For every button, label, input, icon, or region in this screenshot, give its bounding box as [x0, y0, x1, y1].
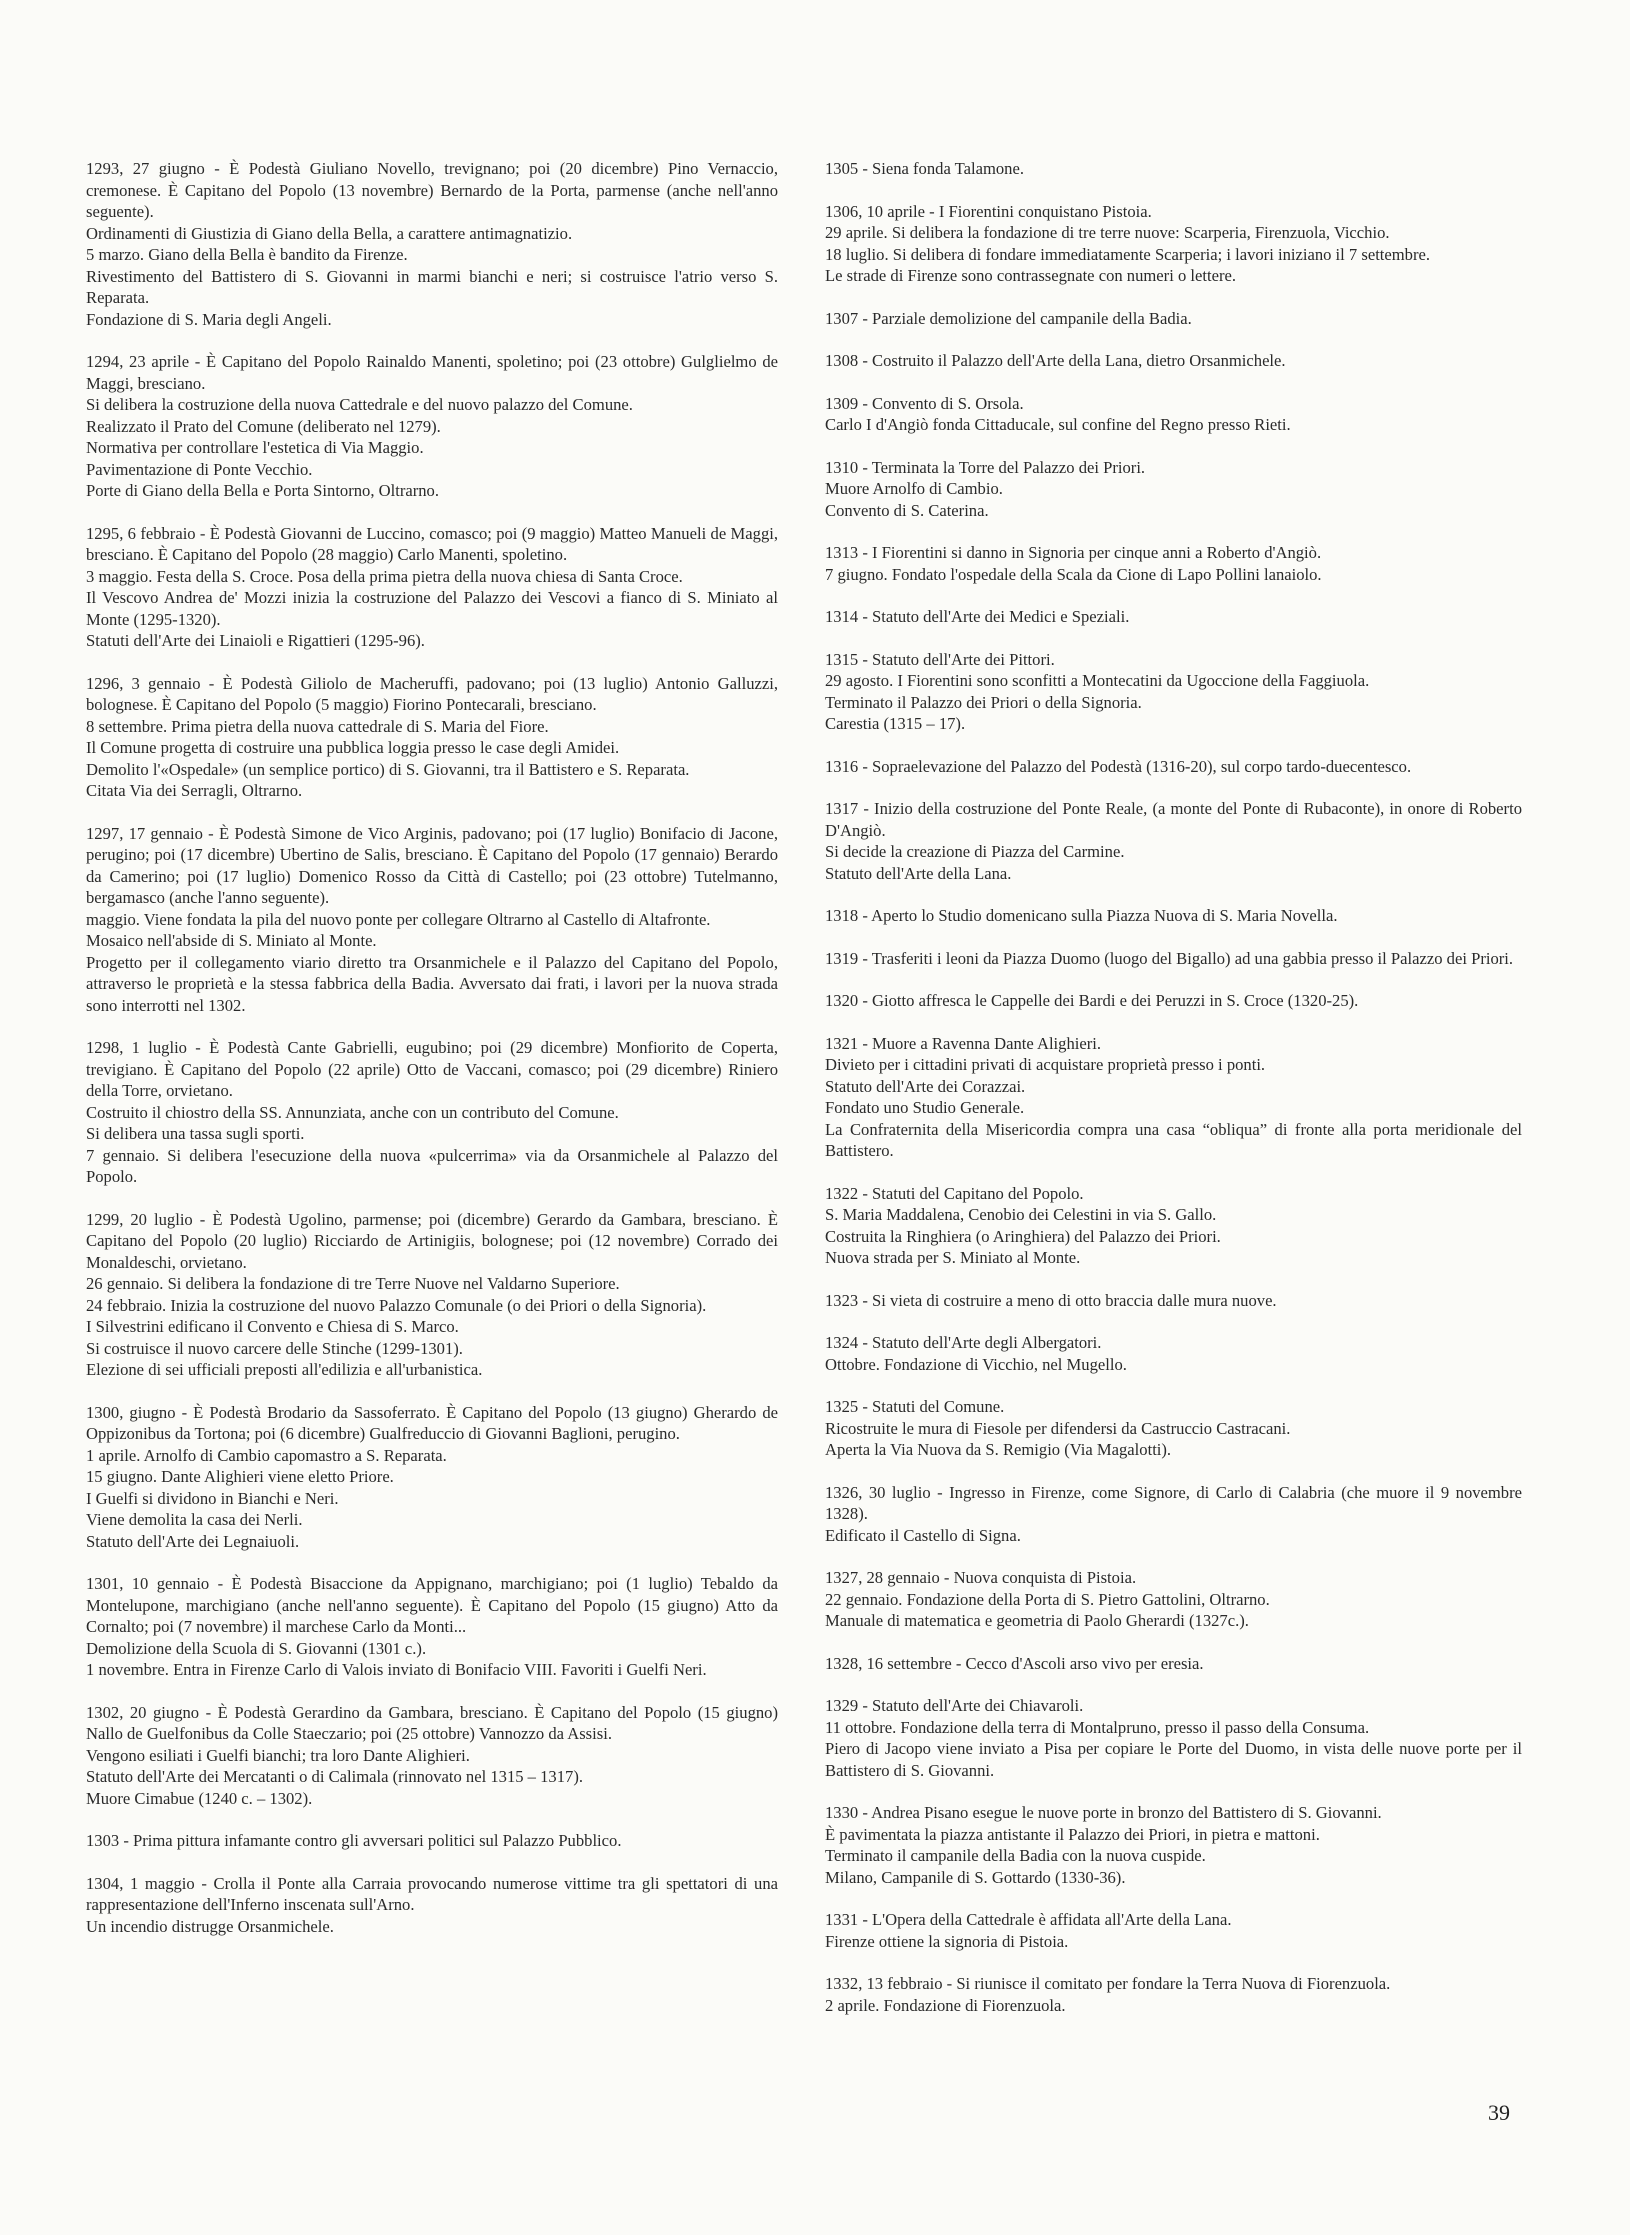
entry-line: 1295, 6 febbraio - È Podestà Giovanni de Luccino, comasco; poi (9 maggio) Matteo Manueli de Maggi, bresciano. È Capitano del Popolo (28 maggio) Carlo Manenti, spoletino. — [86, 523, 778, 564]
entry-line: Ottobre. Fondazione di Vicchio, nel Mugello. — [825, 1354, 1127, 1374]
entry-line: Terminato il Palazzo dei Priori o della Signoria. — [825, 692, 1142, 712]
chronology-entry — [825, 308, 1522, 330]
entry-line: Porte di Giano della Bella e Porta Sintorno, Oltrarno. — [86, 481, 440, 500]
entry-line: I Silvestrini edificano il Convento e Chiesa di S. Marco. — [86, 1317, 459, 1336]
entry-line: Nuova strada per S. Miniato al Monte. — [825, 1248, 1081, 1267]
chronology-entry — [825, 158, 1522, 180]
entry-line: Citata Via dei Serragli, Oltrarno. — [86, 781, 303, 800]
entry-line: 1308 - Costruito il Palazzo dell'Arte della Lana, dietro Orsanmichele. — [825, 351, 1286, 370]
entry-line: Si costruisce il nuovo carcere delle Stinche (1299-1301). — [86, 1338, 463, 1358]
entry-line: 1318 - Aperto lo Studio domenicano sulla Piazza Nuova di S. Maria Novella. — [825, 906, 1338, 925]
entry-line: Carestia (1315 – 17). — [825, 714, 966, 733]
entry-line: 1314 - Statuto dell'Arte dei Medici e Speziali. — [825, 607, 1130, 626]
entry-line: 1309 - Convento di S. Orsola. — [825, 393, 1024, 413]
chronology-entry — [825, 542, 1522, 585]
entry-line: Divieto per i cittadini privati di acquistare proprietà presso i ponti. — [825, 1055, 1266, 1074]
entry-line: Rivestimento del Battistero di S. Giovanni in marmi bianchi e neri; si costruisce l'atrio verso S. Reparata. — [86, 266, 778, 307]
entry-line: Edificato il Castello di Signa. — [825, 1525, 1021, 1545]
entry-line: Statuto dell'Arte dei Mercatanti o di Calimala (rinnovato nel 1315 – 1317). — [86, 1767, 583, 1786]
entry-line: Il Vescovo Andrea de' Mozzi inizia la costruzione del Palazzo dei Vescovi a fianco di S. Miniato al Monte (1295-1320). — [86, 588, 778, 629]
entry-line: 1299, 20 luglio - È Podestà Ugolino, parmense; poi (dicembre) Gerardo da Gambara, bresciano. È Capitano del Popolo (20 luglio) Ricciardo de Artinigiis, bolognese; poi (12 novembre) Corrado dei Monaldeschi, orvietano. — [86, 1209, 778, 1272]
chronology-entry — [825, 350, 1522, 372]
entry-line: 2 aprile. Fondazione di Fiorenzuola. — [825, 1995, 1066, 2015]
entry-line: S. Maria Maddalena, Cenobio dei Celestini in via S. Gallo. — [825, 1205, 1217, 1224]
chronology-entry — [825, 457, 1522, 522]
entry-line: 7 gennaio. Si delibera l'esecuzione della nuova «pulcerrima» via da Orsanmichele al Palazzo del Popolo. — [86, 1145, 778, 1186]
entry-line: 8 settembre. Prima pietra della nuova cattedrale di S. Maria del Fiore. — [86, 716, 549, 736]
chronology-entry — [825, 649, 1522, 735]
entry-line: Costruito il chiostro della SS. Annunziata, anche con un contributo del Comune. — [86, 1102, 619, 1122]
entry-line: 1322 - Statuti del Capitano del Popolo. — [825, 1183, 1084, 1203]
entry-line: Convento di S. Caterina. — [825, 500, 989, 520]
entry-line: 1328, 16 settembre - Cecco d'Ascoli arso vivo per eresia. — [825, 1653, 1204, 1673]
entry-line: Pavimentazione di Ponte Vecchio. — [86, 459, 313, 479]
entry-line: Fondato uno Studio Generale. — [825, 1098, 1025, 1117]
chronology-entry — [825, 756, 1522, 778]
entry-line: 3 maggio. Festa della S. Croce. Posa della prima pietra della nuova chiesa di Santa Croce. — [86, 566, 683, 586]
entry-line: 5 marzo. Giano della Bella è bandito da Firenze. — [86, 245, 408, 264]
entry-line: 29 agosto. I Fiorentini sono sconfitti a Montecatini da Ugoccione della Faggiuola. — [825, 671, 1370, 690]
entry-line: 1324 - Statuto dell'Arte degli Albergatori. — [825, 1333, 1102, 1352]
entry-line: 7 giugno. Fondato l'ospedale della Scala da Cione di Lapo Pollini lanaiolo. — [825, 564, 1322, 584]
chronology-entry — [825, 1653, 1522, 1675]
entry-line: I Guelfi si dividono in Bianchi e Neri. — [86, 1488, 339, 1508]
entry-line: Milano, Campanile di S. Gottardo (1330-36). — [825, 1867, 1126, 1887]
entry-line: Si decide la creazione di Piazza del Carmine. — [825, 842, 1125, 861]
entry-line: Ricostruite le mura di Fiesole per difendersi da Castruccio Castracani. — [825, 1418, 1291, 1438]
entry-line: 15 giugno. Dante Alighieri viene eletto Priore. — [86, 1467, 394, 1486]
chronology-entry — [825, 1290, 1522, 1312]
entry-line: Progetto per il collegamento viario diretto tra Orsanmichele e il Palazzo del Capitano del Popolo, attraverso le proprietà e la stessa fabbrica della Badia. Avversato dai frati, i lavori per la nuova strada sono interrotti nel 1302. — [86, 952, 778, 1015]
entry-line: Firenze ottiene la signoria di Pistoia. — [825, 1931, 1069, 1951]
entry-line: Carlo I d'Angiò fonda Cittaducale, sul confine del Regno presso Rieti. — [825, 415, 1291, 434]
chronology-entry — [825, 1973, 1522, 2016]
chronology-entry — [825, 606, 1522, 628]
entry-line: 1319 - Trasferiti i leoni da Piazza Duomo (luogo del Bigallo) ad una gabbia presso il Palazzo dei Priori. — [825, 948, 1514, 968]
chronology-entry — [825, 1802, 1522, 1888]
chronology-entry — [825, 1482, 1522, 1547]
chronology-entry — [825, 1033, 1522, 1162]
entry-line: Si delibera la costruzione della nuova Cattedrale e del nuovo palazzo del Comune. — [86, 395, 633, 414]
entry-line: 1297, 17 gennaio - È Podestà Simone de Vico Arginis, padovano; poi (17 luglio) Bonifacio di Jacone, perugino; poi (17 dicembre) Ubertino de Salis, bresciano. È Capitano del Popolo (17 gennaio) Berardo da Camerino; poi (17 luglio) Domenico Rosso da Città di Castello; poi (23 ottobre) Tutelmanno, bergamasco (anche l'anno seguente). — [86, 823, 778, 907]
chronology-entry — [825, 990, 1522, 1012]
entry-line: È pavimentata la piazza antistante il Palazzo dei Priori, in pietra e mattoni. — [825, 1824, 1320, 1844]
entry-line: Statuto dell'Arte della Lana. — [825, 863, 1012, 883]
entry-line: 1302, 20 giugno - È Podestà Gerardino da Gambara, bresciano. È Capitano del Popolo (15 giugno) Nallo de Guelfonibus da Colle Staeczario; poi (25 ottobre) Vannozzo da Assisi. — [86, 1702, 778, 1743]
entry-line: 1 aprile. Arnolfo di Cambio capomastro a S. Reparata. — [86, 1445, 447, 1465]
right-column — [825, 158, 1522, 2037]
entry-line: 1332, 13 febbraio - Si riunisce il comitato per fondare la Terra Nuova di Fiorenzuola. — [825, 1974, 1391, 1993]
entry-line: 1304, 1 maggio - Crolla il Ponte alla Carraia provocando numerose vittime tra gli spettatori di una rappresentazione dell'Inferno inscenata sull'Arno. — [86, 1873, 778, 1914]
entry-line: Manuale di matematica e geometria di Paolo Gherardi (1327c.). — [825, 1611, 1249, 1630]
entry-line: 1321 - Muore a Ravenna Dante Alighieri. — [825, 1033, 1102, 1053]
entry-line: 1330 - Andrea Pisano esegue le nuove porte in bronzo del Battistero di S. Giovanni. — [825, 1803, 1382, 1822]
entry-line: 18 luglio. Si delibera di fondare immediatamente Scarperia; i lavori iniziano il 7 settembre. — [825, 244, 1431, 264]
entry-line: Elezione di sei ufficiali preposti all'edilizia e all'urbanistica. — [86, 1360, 483, 1379]
entry-line: Viene demolita la casa dei Nerli. — [86, 1510, 303, 1529]
chronology-entry — [86, 1402, 778, 1553]
chronology-entry — [825, 1183, 1522, 1269]
chronology-entry — [86, 823, 778, 1017]
entry-line: 1293, 27 giugno - È Podestà Giuliano Novello, trevignano; poi (20 dicembre) Pino Vernaccio, cremonese. È Capitano del Popolo (13 novembre) Bernardo de la Porta, parmense (anche nell'anno seguente). — [86, 159, 778, 221]
entry-line: Piero di Jacopo viene inviato a Pisa per copiare le Porte del Duomo, in vista delle nuove porte per il Battistero di S. Giovanni. — [825, 1739, 1522, 1780]
chronology-entry — [86, 1037, 778, 1188]
chronology-entry — [825, 905, 1522, 927]
chronology-entry — [825, 1909, 1522, 1952]
entry-line: 1310 - Terminata la Torre del Palazzo dei Priori. — [825, 457, 1146, 477]
entry-line: 1317 - Inizio della costruzione del Ponte Reale, (a monte del Ponte di Rubaconte), in onore di Roberto D'Angiò. — [825, 799, 1522, 840]
entry-line: 1296, 3 gennaio - È Podestà Giliolo de Macheruffi, padovano; poi (13 luglio) Antonio Galluzzi, bolognese. È Capitano del Popolo (5 maggio) Fiorino Pontecarali, bresciano. — [86, 673, 778, 714]
entry-line: 1331 - L'Opera della Cattedrale è affidata all'Arte della Lana. — [825, 1910, 1232, 1929]
entry-line: 1 novembre. Entra in Firenze Carlo di Valois inviato di Bonifacio VIII. Favoriti i Guelfi Neri. — [86, 1660, 707, 1679]
entry-line: Il Comune progetta di costruire una pubblica loggia presso le case degli Amidei. — [86, 738, 620, 757]
entry-line: 1316 - Sopraelevazione del Palazzo del Podestà (1316-20), sul corpo tardo-duecentesco. — [825, 756, 1412, 776]
chronology-entry — [825, 1695, 1522, 1781]
entry-line: Aperta la Via Nuova da S. Remigio (Via Magalotti). — [825, 1440, 1172, 1459]
chronology-entry — [825, 1396, 1522, 1461]
chronology-entry — [825, 798, 1522, 884]
entry-line: 1329 - Statuto dell'Arte dei Chiavaroli. — [825, 1696, 1084, 1715]
entry-line: 1313 - I Fiorentini si danno in Signoria per cinque anni a Roberto d'Angiò. — [825, 543, 1322, 562]
entry-line: Ordinamenti di Giustizia di Giano della Bella, a carattere antimagnatizio. — [86, 223, 573, 243]
chronology-entry — [86, 1702, 778, 1810]
entry-line: Muore Arnolfo di Cambio. — [825, 479, 1003, 498]
entry-line: 1323 - Si vieta di costruire a meno di otto braccia dalle mura nuove. — [825, 1290, 1277, 1310]
chronology-entry — [86, 351, 778, 502]
entry-line: La Confraternita della Misericordia compra una casa “obliqua” di fronte alla porta meridionale del Battistero. — [825, 1119, 1522, 1160]
chronology-entry — [825, 1332, 1522, 1375]
chronology-entry — [86, 673, 778, 802]
entry-line: Terminato il campanile della Badia con la nuova cuspide. — [825, 1846, 1206, 1865]
entry-line: 29 aprile. Si delibera la fondazione di tre terre nuove: Scarperia, Firenzuola, Vicchio. — [825, 223, 1390, 242]
entry-line: Le strade di Firenze sono contrassegnate con numeri o lettere. — [825, 266, 1237, 285]
chronology-entry — [86, 1873, 778, 1938]
entry-line: Demolito l'«Ospedale» (un semplice portico) di S. Giovanni, tra il Battistero e S. Reparata. — [86, 759, 690, 779]
entry-line: 11 ottobre. Fondazione della terra di Montalpruno, presso il passo della Consuma. — [825, 1717, 1370, 1737]
entry-line: Un incendio distrugge Orsanmichele. — [86, 1916, 334, 1936]
chronology-entry — [825, 948, 1522, 970]
entry-line: Normativa per controllare l'estetica di Via Maggio. — [86, 438, 424, 457]
entry-line: Costruita la Ringhiera (o Aringhiera) del Palazzo dei Priori. — [825, 1226, 1221, 1246]
entry-line: Statuti dell'Arte dei Linaioli e Rigattieri (1295-96). — [86, 631, 425, 650]
entry-line: Si delibera una tassa sugli sporti. — [86, 1124, 305, 1143]
entry-line: 1303 - Prima pittura infamante contro gli avversari politici sul Palazzo Pubblico. — [86, 1831, 622, 1850]
entry-line: 1305 - Siena fonda Talamone. — [825, 159, 1024, 178]
entry-line: 22 gennaio. Fondazione della Porta di S. Pietro Gattolini, Oltrarno. — [825, 1589, 1270, 1609]
entry-line: maggio. Viene fondata la pila del nuovo ponte per collegare Oltrarno al Castello di Altafronte. — [86, 909, 711, 929]
entry-line: 1326, 30 luglio - Ingresso in Firenze, come Signore, di Carlo di Calabria (che muore il 9 novembre 1328). — [825, 1482, 1522, 1523]
entry-line: 1325 - Statuti del Comune. — [825, 1397, 1005, 1416]
entry-line: Demolizione della Scuola di S. Giovanni (1301 c.). — [86, 1638, 427, 1658]
left-column — [86, 158, 778, 1958]
entry-line: Realizzato il Prato del Comune (deliberato nel 1279). — [86, 416, 441, 436]
entry-line: 26 gennaio. Si delibera la fondazione di tre Terre Nuove nel Valdarno Superiore. — [86, 1274, 620, 1293]
chronology-entry — [86, 158, 778, 330]
entry-line: Muore Cimabue (1240 c. – 1302). — [86, 1788, 313, 1808]
entry-line: 1327, 28 gennaio - Nuova conquista di Pistoia. — [825, 1568, 1137, 1587]
entry-line: 1306, 10 aprile - I Fiorentini conquistano Pistoia. — [825, 201, 1152, 221]
chronology-entry — [825, 201, 1522, 287]
entry-line: Statuto dell'Arte dei Corazzai. — [825, 1076, 1026, 1096]
chronology-entry — [86, 1573, 778, 1681]
entry-line: Statuto dell'Arte dei Legnaiuoli. — [86, 1531, 300, 1551]
entry-line: 1307 - Parziale demolizione del campanile della Badia. — [825, 308, 1192, 328]
entry-line: 24 febbraio. Inizia la costruzione del nuovo Palazzo Comunale (o dei Priori o della Signoria). — [86, 1295, 707, 1315]
entry-line: 1294, 23 aprile - È Capitano del Popolo Rainaldo Manenti, spoletino; poi (23 ottobre) Gulglielmo de Maggi, bresciano. — [86, 352, 778, 393]
entry-line: 1320 - Giotto affresca le Cappelle dei Bardi e dei Peruzzi in S. Croce (1320-25). — [825, 991, 1359, 1010]
entry-line: 1300, giugno - È Podestà Brodario da Sassoferrato. È Capitano del Popolo (13 giugno) Gherardo de Oppizonibus da Tortona; poi (6 dicembre) Gualfreduccio di Giovanni Baglioni, perugino. — [86, 1402, 778, 1443]
entry-line: Vengono esiliati i Guelfi bianchi; tra loro Dante Alighieri. — [86, 1745, 470, 1765]
entry-line: Mosaico nell'abside di S. Miniato al Monte. — [86, 931, 377, 950]
page-number: 39 — [1488, 2100, 1510, 2125]
chronology-entry — [86, 1830, 778, 1852]
entry-line: 1301, 10 gennaio - È Podestà Bisaccione da Appignano, marchigiano; poi (1 luglio) Tebaldo da Montelupone, marchigiano (anche nell'anno seguente). È Capitano del Popolo (15 giugno) Atto da Cornalto; poi (7 novembre) il marchese Carlo da Monti... — [86, 1574, 778, 1636]
chronology-entry — [86, 1209, 778, 1381]
entry-line: Fondazione di S. Maria degli Angeli. — [86, 309, 332, 329]
entry-line: 1315 - Statuto dell'Arte dei Pittori. — [825, 649, 1055, 669]
chronology-entry — [86, 523, 778, 652]
chronology-entry — [825, 393, 1522, 436]
entry-line: 1298, 1 luglio - È Podestà Cante Gabrielli, eugubino; poi (29 dicembre) Monfiorito de Coperta, trevigiano. È Capitano del Popolo (22 aprile) Otto de Vaccani, comasco; poi (29 dicembre) Riniero della Torre, orvietano. — [86, 1038, 778, 1100]
chronology-entry — [825, 1567, 1522, 1632]
